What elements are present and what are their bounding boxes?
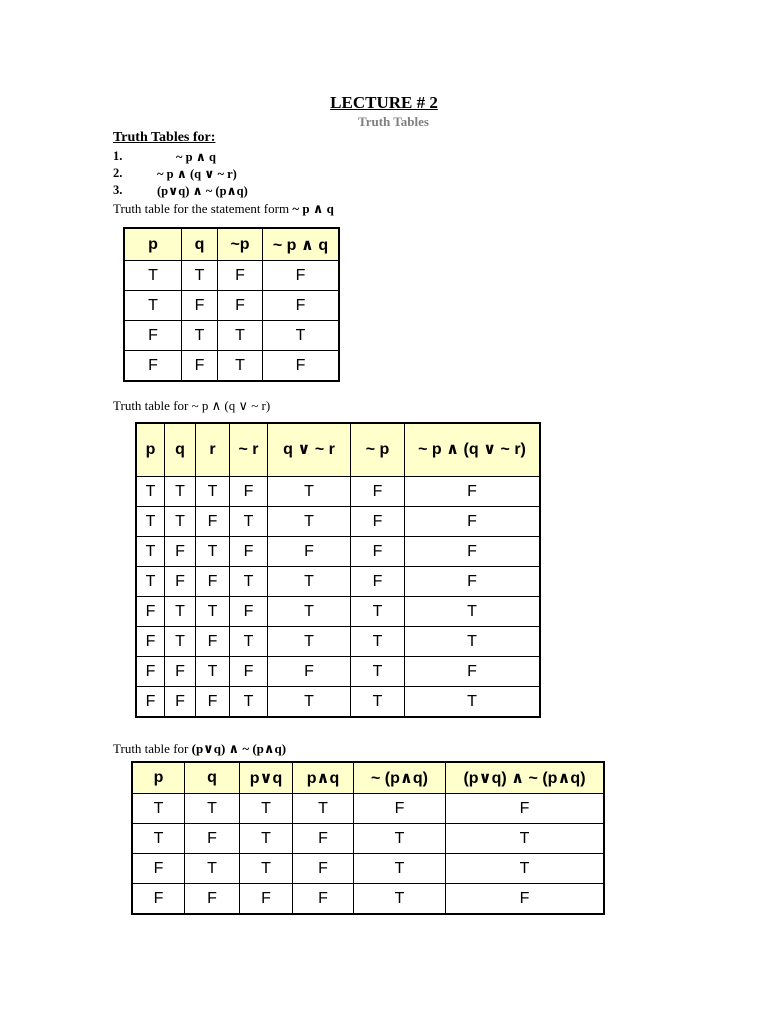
table-cell: F xyxy=(196,687,230,718)
table-cell: T xyxy=(354,854,446,884)
table-cell: T xyxy=(218,321,263,351)
table-cell: T xyxy=(240,824,293,854)
table-cell: F xyxy=(354,794,446,824)
caption-expression: ~ p ∧ q xyxy=(292,201,334,216)
column-header: q xyxy=(182,228,218,261)
table-cell: T xyxy=(165,507,196,537)
table-row xyxy=(136,477,540,507)
table-row xyxy=(124,261,339,291)
table-cell: F xyxy=(124,321,182,351)
column-header: ~ p ∧ q xyxy=(263,228,340,261)
table-cell: T xyxy=(446,854,605,884)
table-cell: T xyxy=(165,477,196,507)
table-cell: F xyxy=(268,537,351,567)
table-row xyxy=(136,627,540,657)
table-cell: F xyxy=(196,567,230,597)
table-cell: F xyxy=(132,854,185,884)
table-cell: T xyxy=(351,597,405,627)
table-cell: T xyxy=(182,261,218,291)
truth-table-3 xyxy=(131,761,605,915)
table-cell: T xyxy=(185,854,240,884)
table-cell: F xyxy=(230,537,268,567)
table-cell: F xyxy=(263,261,340,291)
table-cell: F xyxy=(446,794,605,824)
table-cell: T xyxy=(182,321,218,351)
page-subtitle: Truth Tables xyxy=(358,114,429,129)
column-header: p∨q xyxy=(240,762,293,794)
table-cell: F xyxy=(182,291,218,321)
table-cell: T xyxy=(268,627,351,657)
table-cell: F xyxy=(136,657,165,687)
table-cell: T xyxy=(263,321,340,351)
list-number: 3. xyxy=(113,183,123,197)
table-cell: F xyxy=(263,291,340,321)
table-cell: T xyxy=(230,687,268,718)
table-cell: F xyxy=(230,657,268,687)
table-cell: F xyxy=(185,884,240,915)
column-header: (p∨q) ∧ ~ (p∧q) xyxy=(446,762,605,794)
table3-caption xyxy=(113,741,286,757)
table-cell: F xyxy=(293,854,354,884)
table-row xyxy=(124,351,339,382)
table-row xyxy=(132,824,604,854)
table-cell: F xyxy=(218,291,263,321)
caption-expression: (p∨q) ∧ ~ (p∧q) xyxy=(191,741,287,756)
caption-text: Truth table for xyxy=(113,741,189,756)
table-cell: T xyxy=(405,627,541,657)
table-cell: T xyxy=(185,794,240,824)
table1-caption xyxy=(113,201,334,217)
table-cell: F xyxy=(196,507,230,537)
list-item xyxy=(113,166,237,181)
column-header: q ∨ ~ r xyxy=(268,423,351,477)
table-row xyxy=(136,597,540,627)
column-header: ~ p xyxy=(351,423,405,477)
table-cell: T xyxy=(136,477,165,507)
table-cell: F xyxy=(165,657,196,687)
table-header-row xyxy=(124,228,339,261)
column-header: p xyxy=(132,762,185,794)
table-cell: T xyxy=(351,687,405,718)
column-header: p∧q xyxy=(293,762,354,794)
table-row xyxy=(136,687,540,718)
table-cell: T xyxy=(354,824,446,854)
table-cell: F xyxy=(240,884,293,915)
table-cell: F xyxy=(185,824,240,854)
table-cell: F xyxy=(218,261,263,291)
table-cell: F xyxy=(196,627,230,657)
table-cell: F xyxy=(405,657,541,687)
table-row xyxy=(136,537,540,567)
table-row xyxy=(124,291,339,321)
table-cell: T xyxy=(132,824,185,854)
page-title: LECTURE # 2 xyxy=(330,93,438,112)
table-cell: T xyxy=(165,597,196,627)
table-row xyxy=(132,884,604,915)
table-cell: F xyxy=(351,507,405,537)
table-cell: F xyxy=(405,537,541,567)
list-expression: (p∨q) ∧ ~ (p∧q) xyxy=(157,184,248,198)
table-cell: F xyxy=(351,567,405,597)
column-header: ~ r xyxy=(230,423,268,477)
table-cell: T xyxy=(405,687,541,718)
table-cell: T xyxy=(165,627,196,657)
table-cell: T xyxy=(351,627,405,657)
table-cell: F xyxy=(405,567,541,597)
column-header: q xyxy=(185,762,240,794)
table-cell: T xyxy=(196,537,230,567)
table-cell: F xyxy=(165,537,196,567)
table-cell: F xyxy=(405,507,541,537)
table-cell: F xyxy=(351,477,405,507)
table-cell: T xyxy=(240,794,293,824)
column-header: p xyxy=(124,228,182,261)
table-cell: T xyxy=(240,854,293,884)
table-cell: T xyxy=(268,597,351,627)
section-heading: Truth Tables for: xyxy=(113,130,216,145)
table-cell: T xyxy=(196,477,230,507)
column-header: ~ (p∧q) xyxy=(354,762,446,794)
table-cell: T xyxy=(136,567,165,597)
column-header: p xyxy=(136,423,165,477)
table-cell: T xyxy=(230,507,268,537)
table-header-row xyxy=(136,423,540,477)
column-header: ~ p ∧ (q ∨ ~ r) xyxy=(405,423,541,477)
caption-text: Truth table for the statement form xyxy=(113,201,290,216)
table-cell: F xyxy=(446,884,605,915)
table-cell: T xyxy=(136,537,165,567)
table-cell: T xyxy=(268,507,351,537)
list-number: 1. xyxy=(113,149,123,163)
list-expression: ~ p ∧ q xyxy=(176,150,216,164)
table-cell: T xyxy=(354,884,446,915)
table-cell: F xyxy=(165,687,196,718)
table-cell: T xyxy=(405,597,541,627)
column-header: ~p xyxy=(218,228,263,261)
table-row xyxy=(136,507,540,537)
table-cell: F xyxy=(268,657,351,687)
table-cell: F xyxy=(136,687,165,718)
table-cell: F xyxy=(182,351,218,382)
table-cell: T xyxy=(196,597,230,627)
table-cell: F xyxy=(124,351,182,382)
table2-caption: Truth table for ~ p ∧ (q ∨ ~ r) xyxy=(113,398,271,413)
table-cell: F xyxy=(293,824,354,854)
table-cell: T xyxy=(218,351,263,382)
truth-table-2 xyxy=(135,422,541,718)
table-cell: T xyxy=(132,794,185,824)
table-row xyxy=(132,854,604,884)
table-cell: F xyxy=(132,884,185,915)
table-cell: T xyxy=(446,824,605,854)
table-cell: T xyxy=(351,657,405,687)
column-header: q xyxy=(165,423,196,477)
table-cell: T xyxy=(293,794,354,824)
list-item xyxy=(113,149,216,164)
table-cell: T xyxy=(124,261,182,291)
table-cell: F xyxy=(230,477,268,507)
table-cell: F xyxy=(136,627,165,657)
list-number: 2. xyxy=(113,166,123,180)
table-row xyxy=(124,321,339,351)
table-row xyxy=(136,657,540,687)
truth-table-1 xyxy=(123,227,340,382)
table-cell: T xyxy=(268,567,351,597)
table-cell: F xyxy=(136,597,165,627)
column-header: r xyxy=(196,423,230,477)
table-header-row xyxy=(132,762,604,794)
table-cell: T xyxy=(268,687,351,718)
table-cell: F xyxy=(165,567,196,597)
list-item xyxy=(113,183,248,198)
table-cell: F xyxy=(405,477,541,507)
table-cell: T xyxy=(136,507,165,537)
table-cell: T xyxy=(268,477,351,507)
table-cell: F xyxy=(351,537,405,567)
table-cell: T xyxy=(230,567,268,597)
table-cell: T xyxy=(124,291,182,321)
list-expression: ~ p ∧ (q ∨ ~ r) xyxy=(157,167,237,181)
table-cell: T xyxy=(196,657,230,687)
table-row xyxy=(132,794,604,824)
table-cell: F xyxy=(263,351,340,382)
table-row xyxy=(136,567,540,597)
table-cell: F xyxy=(293,884,354,915)
table-cell: T xyxy=(230,627,268,657)
table-cell: F xyxy=(230,597,268,627)
